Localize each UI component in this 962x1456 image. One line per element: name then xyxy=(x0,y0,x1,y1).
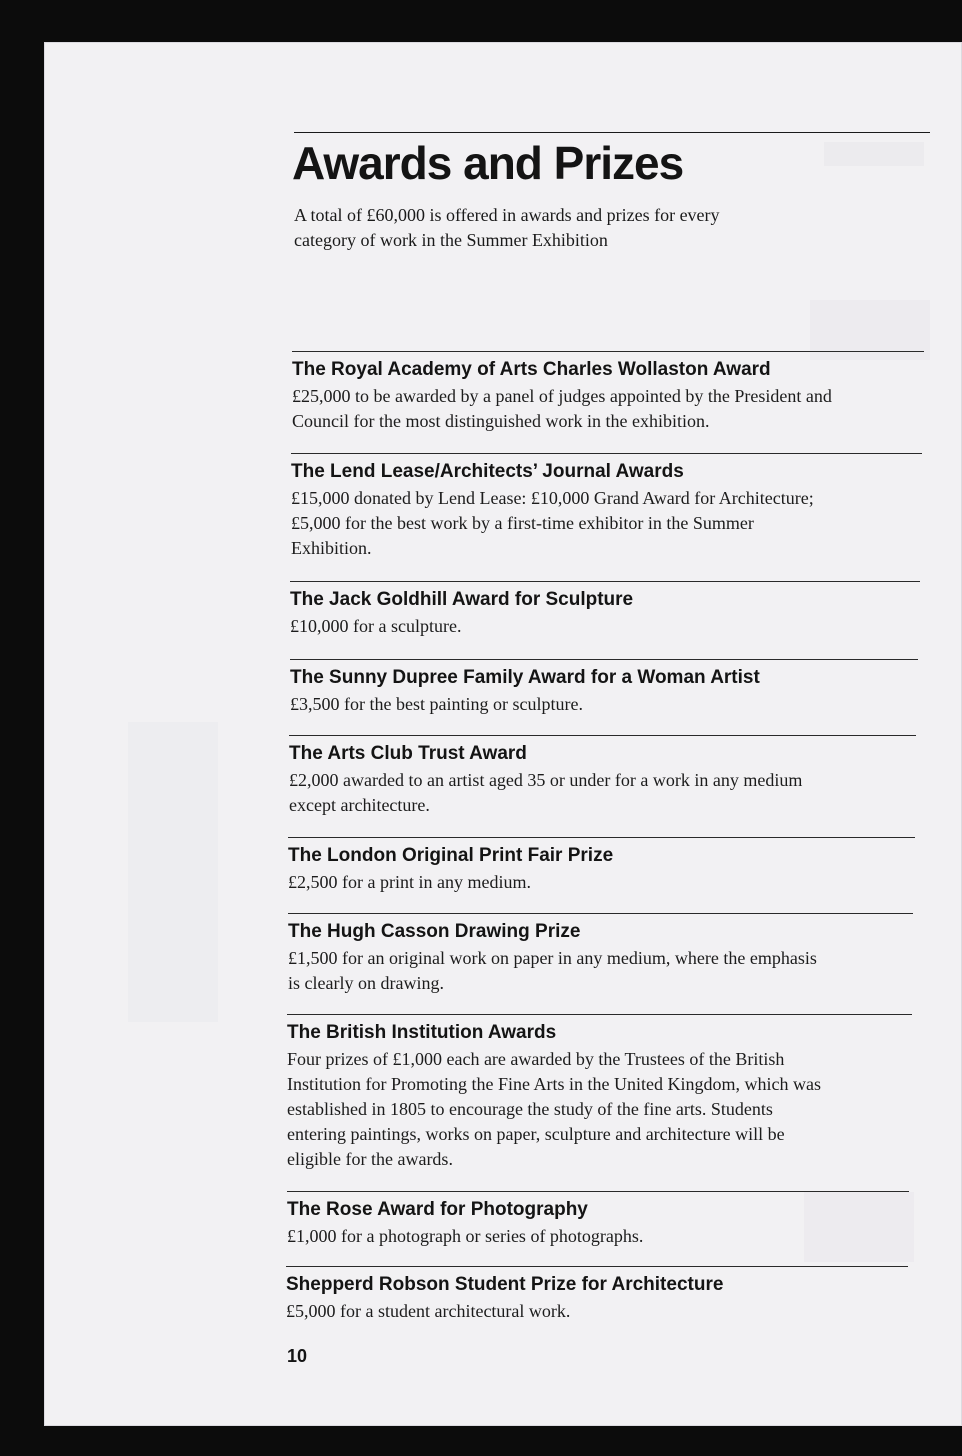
award-description: £2,500 for a print in any medium. xyxy=(288,872,531,892)
award-name: The British Institution Awards xyxy=(287,1022,557,1043)
award-hugh-casson xyxy=(288,913,913,996)
award-description: £10,000 for a sculpture. xyxy=(290,616,462,636)
award-shepperd-robson xyxy=(286,1266,908,1324)
award-name: Shepperd Robson Student Prize for Architecture xyxy=(286,1274,724,1295)
award-description: £25,000 to be awarded by a panel of judges appointed by the President and Council for the most distinguished work in the exhibition. xyxy=(292,386,832,431)
award-london-print-fair xyxy=(288,837,915,895)
award-name: The Arts Club Trust Award xyxy=(289,743,527,764)
award-description: £1,000 for a photograph or series of photographs. xyxy=(287,1226,644,1246)
intro-text: A total of £60,000 is offered in awards and prizes for every category of work in the Summer Exhibition xyxy=(294,205,720,250)
page-title: Awards and Prizes xyxy=(292,137,684,189)
award-description: £2,000 awarded to an artist aged 35 or under for a work in any medium except architecture. xyxy=(289,770,803,815)
page-number: 10 xyxy=(287,1346,308,1366)
award-name: The London Original Print Fair Prize xyxy=(288,845,614,866)
award-description: £5,000 for a student architectural work. xyxy=(286,1301,571,1321)
award-description: £3,500 for the best painting or sculpture. xyxy=(290,694,583,714)
award-name: The Hugh Casson Drawing Prize xyxy=(288,921,581,942)
award-name: The Rose Award for Photography xyxy=(287,1199,588,1220)
award-jack-goldhill xyxy=(290,581,920,639)
award-name: The Royal Academy of Arts Charles Wollaston Award xyxy=(292,359,771,380)
award-name: The Lend Lease/Architects’ Journal Awards xyxy=(291,461,684,482)
show-through-block xyxy=(128,722,218,1022)
show-through-block xyxy=(824,142,924,166)
award-royal-academy xyxy=(292,351,924,434)
award-description: Four prizes of £1,000 each are awarded by the Trustees of the British Institution for Promoting the Fine Arts in the United Kingdom, which was established in 1805 to encourage the study of the fine arts. Students entering paintings, works on paper, sculpture and architecture will be eligible for the awards. xyxy=(287,1049,821,1169)
award-british-institution xyxy=(287,1014,912,1172)
award-rose-photography xyxy=(287,1191,909,1249)
award-sunny-dupree xyxy=(290,659,918,717)
title-rule xyxy=(294,132,930,133)
award-arts-club-trust xyxy=(289,735,916,818)
award-lend-lease xyxy=(291,453,922,561)
award-description: £1,500 for an original work on paper in any medium, where the emphasis is clearly on drawing. xyxy=(288,948,817,993)
award-description: £15,000 donated by Lend Lease: £10,000 Grand Award for Architecture; £5,000 for the best work by a first-time exhibitor in the Summer Exhibition. xyxy=(291,488,814,558)
award-name: The Jack Goldhill Award for Sculpture xyxy=(290,589,634,610)
award-name: The Sunny Dupree Family Award for a Woman Artist xyxy=(290,667,760,688)
